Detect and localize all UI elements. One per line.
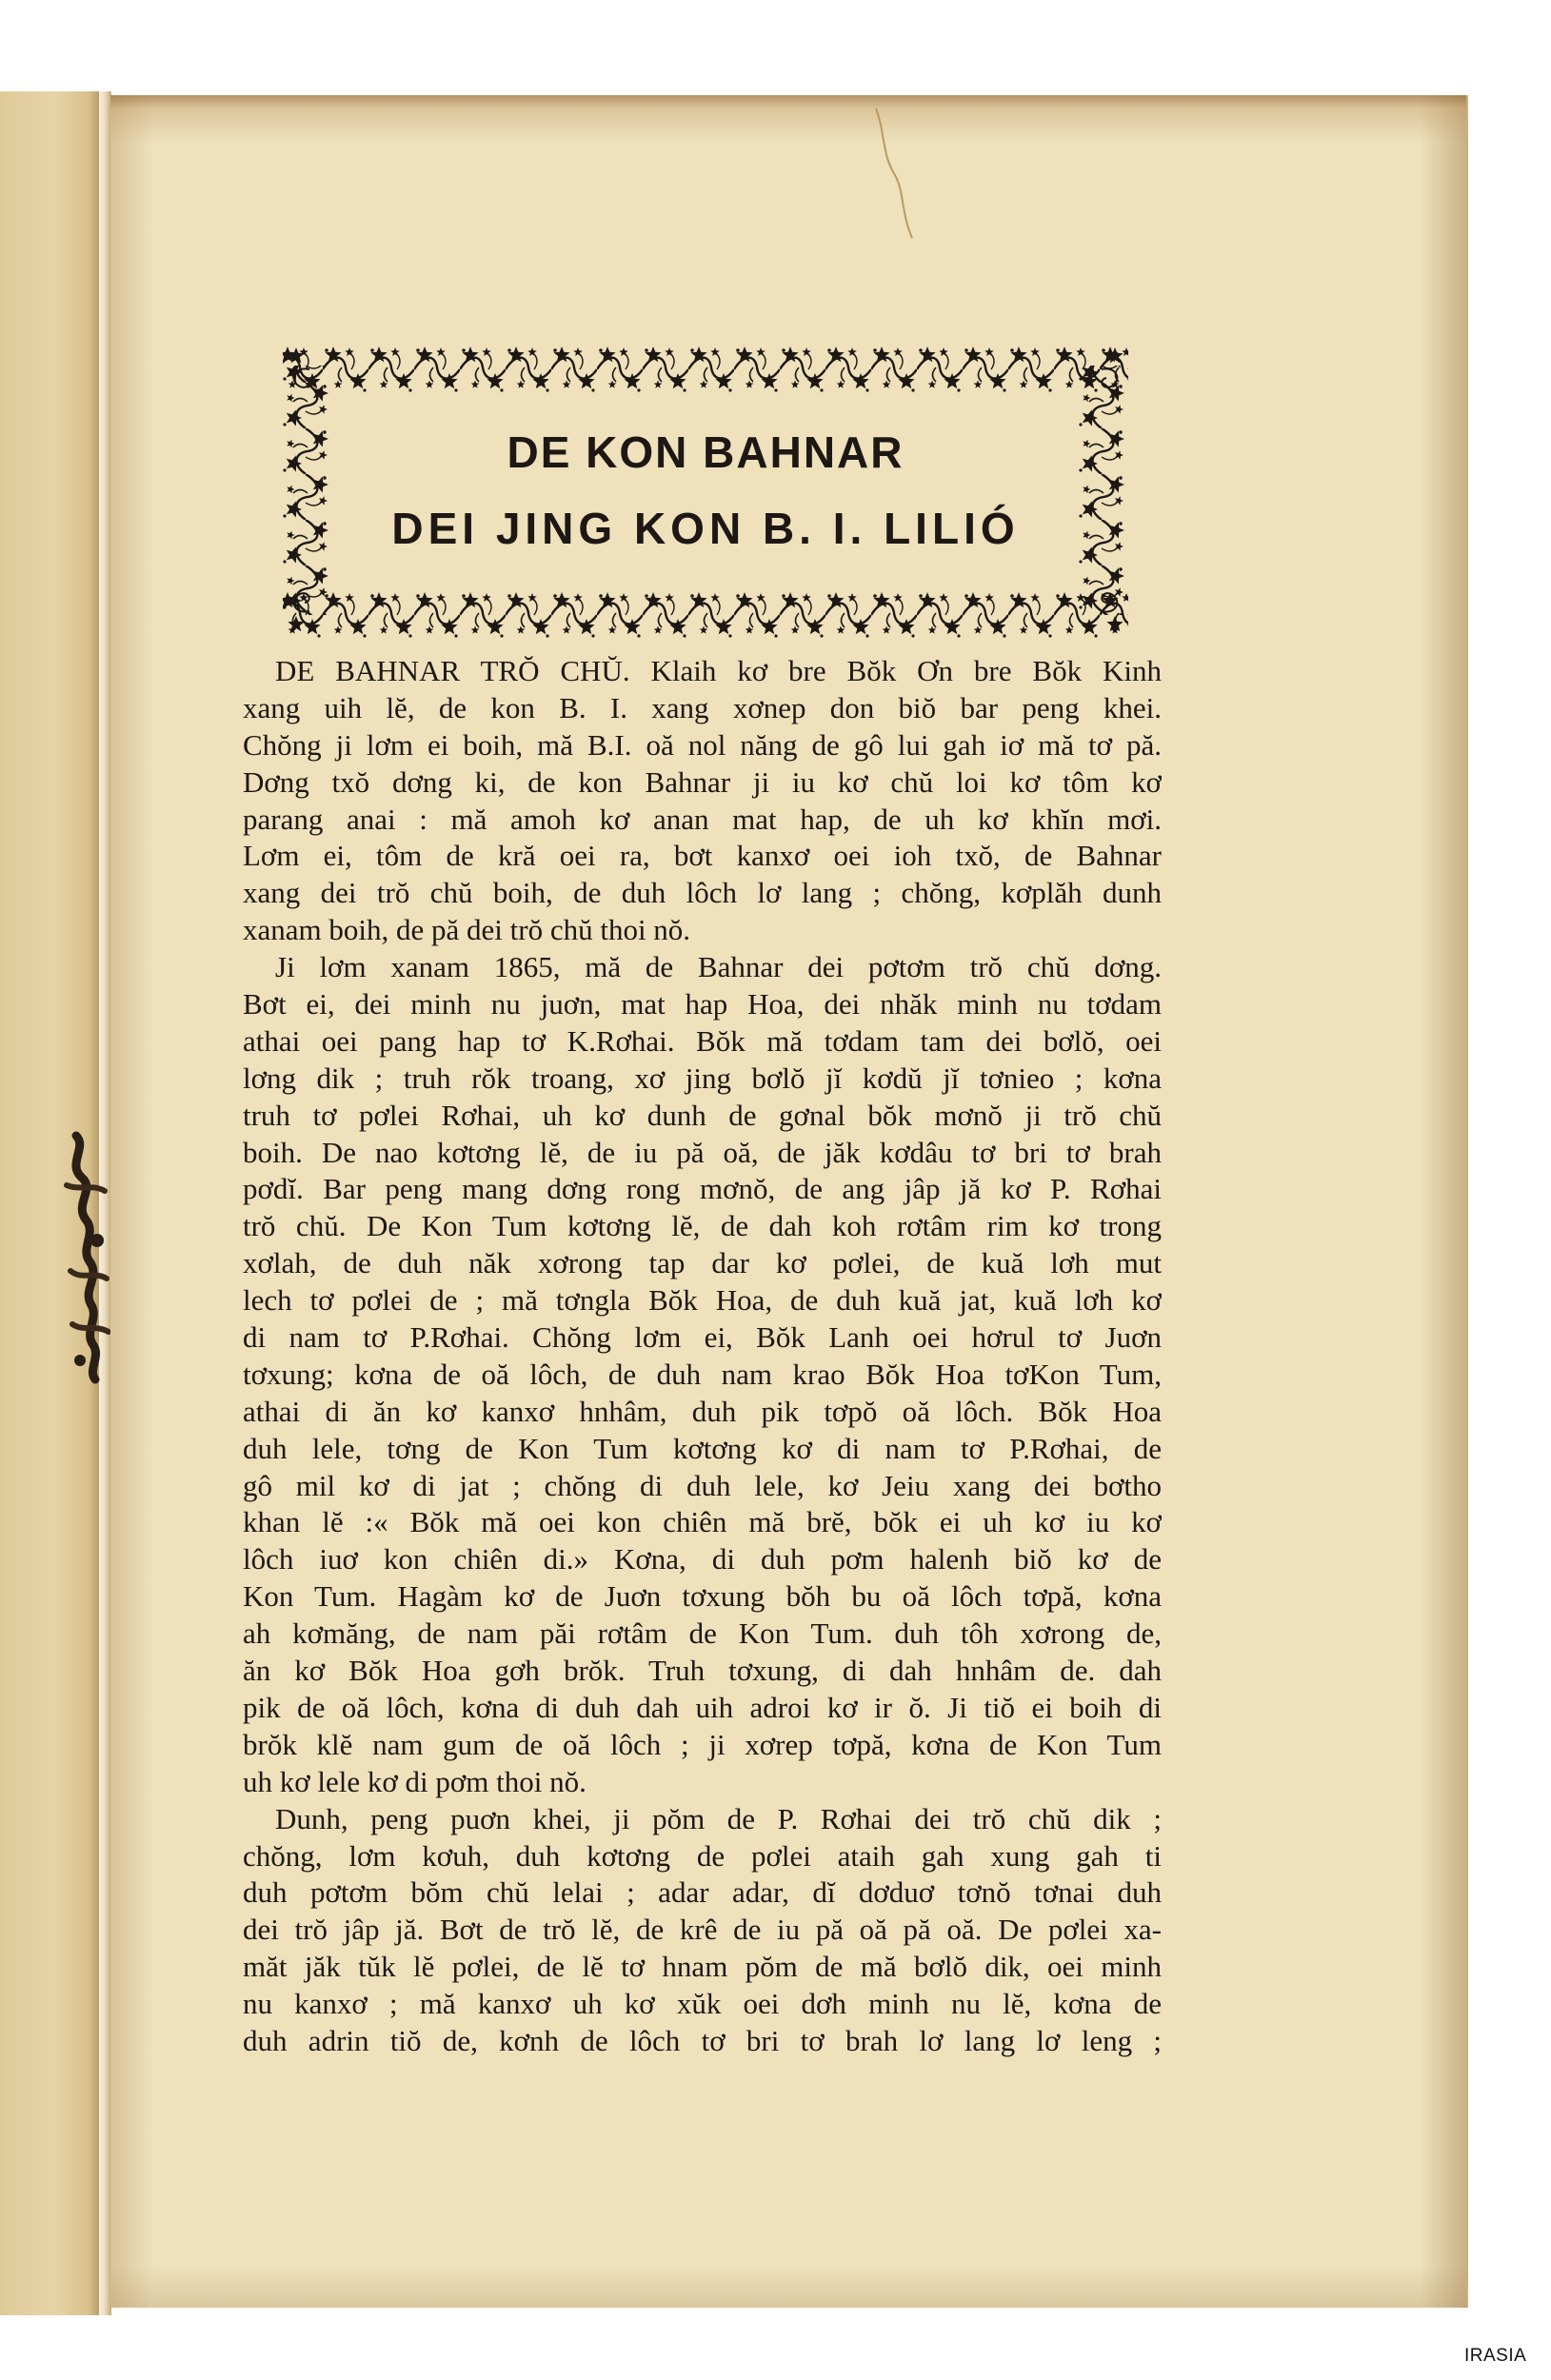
text-line: Chŏng ji lơm ei boih, mă B.I. oă nol năng de gô lui gah iơ mă tơ pă. bbox=[243, 727, 1162, 762]
text-line: gô mil kơ di jat ; chŏng di duh lele, kơ Jeiu xang dei bơtho bbox=[243, 1468, 1162, 1502]
paragraph bbox=[243, 653, 1162, 949]
text-line: truh tơ pơlei Rơhai, uh kơ dunh de gơnal bŏk mơnŏ ji trŏ chŭ bbox=[243, 1098, 1162, 1132]
paper-crease bbox=[857, 105, 943, 248]
paragraph bbox=[243, 949, 1162, 1800]
text-line: Dunh, peng puơn khei, ji pŏm de P. Rơhai dei trŏ chŭ dik ; bbox=[275, 1801, 1162, 1835]
archive-watermark: IRASIA bbox=[1464, 2346, 1527, 2366]
text-line: ăn kơ Bŏk Hoa gơh brŏk. Truh tơxung, di dah hnhâm de. dah bbox=[243, 1654, 1162, 1688]
text-line: di nam tơ P.Rơhai. Chŏng lơm ei, Bŏk Lanh oei hơrul tơ Juơn bbox=[243, 1320, 1162, 1355]
title-line-2: DEI JING KON B. I. LILIÓ bbox=[391, 504, 1020, 553]
text-line: xang uih lĕ, de kon B. I. xang xơnep don biŏ bar peng khei. bbox=[243, 690, 1162, 724]
text-line: măt jăk tŭk lĕ pơlei, de lĕ tơ hnam pŏm de mă bơlŏ dik, oei minh bbox=[243, 1950, 1162, 1984]
text-line: Dơng txŏ dơng ki, de kon Bahnar ji iu kơ chŭ loi kơ tôm kơ bbox=[243, 764, 1162, 799]
text-line: brŏk klĕ nam gum de oă lôch ; ji xơrep tơpă, kơna de Kon Tum bbox=[243, 1727, 1162, 1761]
text-line: duh adrin tiŏ de, kơnh de lôch tơ bri tơ brah lơ lang lơ leng ; bbox=[243, 2023, 1162, 2057]
text-line: xang dei trŏ chŭ boih, de duh lôch lơ lang ; chŏng, kơplăh dunh bbox=[243, 876, 1162, 910]
text-line: Bơt ei, dei minh nu juơn, mat hap Hoa, dei nhăk minh nu tơdam bbox=[243, 987, 1162, 1021]
text-line: duh lele, tơng de Kon Tum kơtơng kơ di nam tơ P.Rơhai, de bbox=[243, 1431, 1162, 1465]
text-line: xơlah, de duh năk xơrong tap dar kơ pơlei, de kuă lơh mut bbox=[243, 1246, 1162, 1280]
text-line: DE BAHNAR TRŎ CHŬ. Klaih kơ bre Bŏk Ơn bre Bŏk Kinh bbox=[275, 654, 1162, 687]
text-line: tơxung; kơna de oă lôch, de duh nam krao Bŏk Hoa tơKon Tum, bbox=[243, 1357, 1162, 1391]
text-line: ah kơmăng, de nam păi rơtâm de Kon Tum. duh tôh xơrong de, bbox=[243, 1616, 1162, 1651]
text-line: xanam boih, de pă dei trŏ chŭ thoi nŏ. bbox=[243, 913, 691, 947]
text-line: nu kanxơ ; mă kanxơ uh kơ xŭk oei dơh minh nu lĕ, kơna de bbox=[243, 1987, 1162, 2021]
text-line: trŏ chŭ. De Kon Tum kơtơng lĕ, de dah koh rơtâm rim kơ trong bbox=[243, 1209, 1162, 1243]
text-line: chŏng, lơm kơuh, duh kơtơng de pơlei ataih gah xung gah ti bbox=[243, 1838, 1162, 1873]
text-line: lơng dik ; truh rŏk troang, xơ jing bơlŏ jĭ kơdŭ jĭ tơnieo ; kơna bbox=[243, 1061, 1162, 1095]
text-line: khan lĕ :« Bŏk mă oei kon chiên mă brĕ, bŏk ei uh kơ iu kơ bbox=[243, 1505, 1162, 1539]
text-line: uh kơ lele kơ di pơm thoi nŏ. bbox=[243, 1764, 587, 1798]
paragraph bbox=[243, 1801, 1162, 2060]
vine-border-ornament bbox=[277, 337, 1134, 644]
title-line-1: DE KON BAHNAR bbox=[507, 427, 905, 477]
text-line: lôch iuơ kon chiên di.» Kơna, di duh pơm halenh biŏ kơ de bbox=[243, 1542, 1162, 1577]
text-line: boih. De nao kơtơng lĕ, de iu pă oă, de jăk kơdâu tơ bri tơ brah bbox=[243, 1135, 1162, 1169]
text-line: pik de oă lôch, kơna di duh dah uih adroi kơ ir ŏ. Ji tiŏ ei boih di bbox=[243, 1690, 1162, 1724]
text-line: dei trŏ jâp jă. Bơt de trŏ lĕ, de krê de iu pă oă pă oă. De pơlei xa- bbox=[243, 1913, 1162, 1947]
text-line: Kon Tum. Hagàm kơ de Juơn tơxung bŏh bu oă lôch tơpă, kơna bbox=[243, 1579, 1162, 1614]
text-line: Lơm ei, tôm de kră oei ra, bơt kanxơ oei ioh txŏ, de Bahnar bbox=[243, 839, 1162, 873]
body-text bbox=[243, 653, 1162, 2060]
text-line: parang anai : mă amoh kơ anan mat hap, de uh kơ khĭn mơi. bbox=[243, 802, 1162, 836]
text-line: lech tơ pơlei de ; mă tơngla Bŏk Hoa, de duh kuă jat, kuă lơh kơ bbox=[243, 1283, 1162, 1318]
text-line: athai oei pang hap tơ K.Rơhai. Bŏk mă tơdam tam dei bơlŏ, oei bbox=[243, 1023, 1162, 1058]
text-line: pơdĭ. Bar peng mang dơng rong mơnŏ, de ang jâp jă kơ P. Rơhai bbox=[243, 1172, 1162, 1206]
text-line: duh pơtơm bŏm chŭ lelai ; adar adar, dĭ dơduơ tơnŏ tơnai duh bbox=[243, 1875, 1162, 1910]
text-line: athai di ăn kơ kanxơ hnhâm, duh pik tơpŏ oă lôch. Bŏk Hoa bbox=[243, 1394, 1162, 1428]
text-line: Ji lơm xanam 1865, mă de Bahnar dei pơtơm trŏ chŭ dơng. bbox=[275, 950, 1162, 984]
